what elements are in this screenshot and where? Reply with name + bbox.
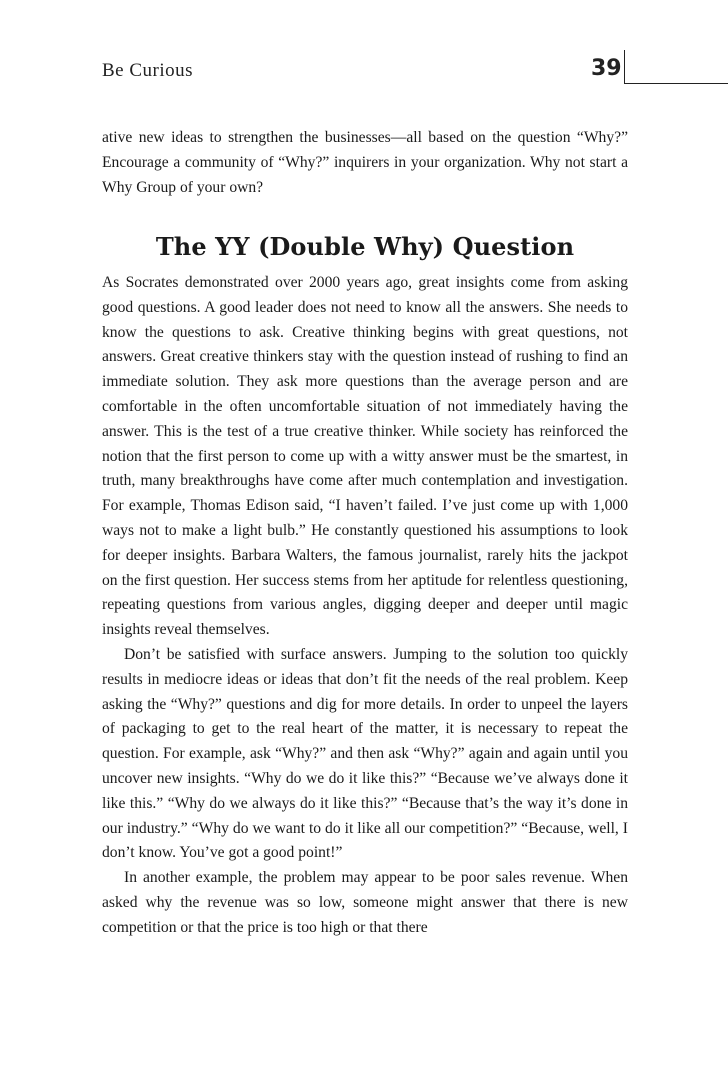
header-rule-vertical [624,50,625,84]
intro-block [102,126,628,200]
body-paragraph-3: In another example, the problem may appear to be poor sales revenue. When asked why the revenue was so low, someone might answer that there is new competition or that the price is too high or that there [102,869,628,936]
running-title: Be Curious [102,60,194,81]
section-body [102,271,628,941]
header-rule-horizontal [624,83,728,84]
section-heading: The YY (Double Why) Question [155,232,575,261]
body-paragraph-1: As Socrates demonstrated over 2000 years ago, great insights come from asking good questions. A good leader does not need to know all the answers. She needs to know the questions to ask. Creative thinking begins with great questions, not answers. Great creative thinkers stay with the question instead of rushing to find an immediate solution. They ask more questions than the average person and are comfortable in the often uncomfortable situation of not immediately having the answer. This is the test of a true creative thinker. While society has reinforced the notion that the first person to come up with a witty answer must be the smartest, in truth, many breakthroughs have come after much contemplation and investigation. For example, Thomas Edison said, “I haven’t failed. I’ve just come up with 1,000 ways not to make a light bulb.” He constantly questioned his assumptions to look for deeper insights. Barbara Walters, the famous journalist, rarely hits the jackpot on the first question. Her success stems from her aptitude for relentless questioning, repeating questions from various angles, digging deeper and deeper until magic insights reveal themselves. [102,274,628,639]
page-number: 39 [591,56,622,81]
intro-paragraph: ative new ideas to strengthen the businesses—all based on the question “Why?” Encourage a community of “Why?” inquirers in your organization. Why not start a Why Group of your own? [102,129,628,196]
running-head [102,56,728,86]
body-paragraph-2: Don’t be satisfied with surface answers. Jumping to the solution too quickly results in mediocre ideas or ideas that don’t fit the needs of the real problem. Keep asking the “Why?” questions and dig for more details. In order to unpeel the layers of packaging to get to the real heart of the matter, it is necessary to repeat the question. For example, ask “Why?” and then ask “Why?” again and again until you uncover new insights. “Why do we do it like this?” “Because we’ve always done it like this.” “Why do we always do it like this?” “Because that’s the way it’s done in our industry.” “Why do we want to do it like all our competition?” “Because, well, I don’t know. You’ve got a good point!” [102,645,628,862]
